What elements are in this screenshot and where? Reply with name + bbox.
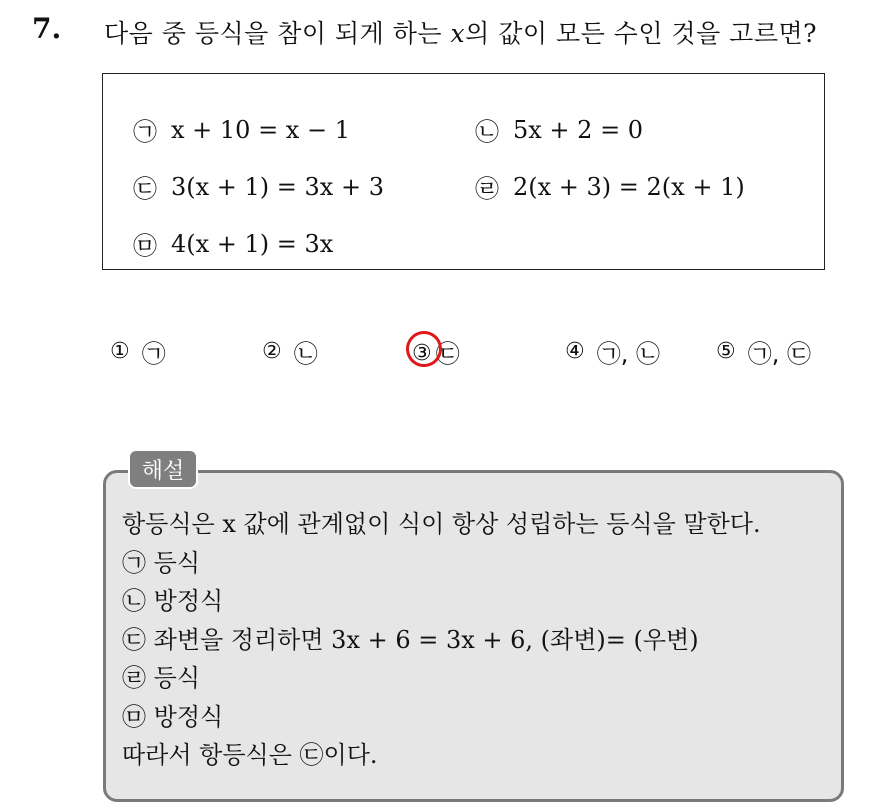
question-text-before: 다음 중 등식을 참이 되게 하는 xyxy=(104,19,451,48)
choice-3[interactable] xyxy=(412,334,460,369)
explanation-line: ㉡ 방정식 xyxy=(122,587,224,615)
statement-mark: ㉤ xyxy=(133,232,157,260)
question-number: 7. xyxy=(32,12,62,45)
choice-number: ② xyxy=(262,339,282,364)
explanation-line: 따라서 항등식은 ㉢이다. xyxy=(122,741,378,769)
choice-text: ㉠, ㉢ xyxy=(747,340,811,368)
explanation-content xyxy=(122,505,761,775)
question-variable: x xyxy=(450,19,466,48)
choice-text: ㉡ xyxy=(293,340,318,368)
statement-a xyxy=(133,112,350,147)
choice-number: ④ xyxy=(565,339,585,364)
choice-4[interactable] xyxy=(565,334,660,369)
explanation-line: 항등식은 x 값에 관계없이 식이 항상 성립하는 등식을 말한다. xyxy=(122,510,761,538)
choice-text: ㉠ xyxy=(141,340,166,368)
statement-mark: ㉡ xyxy=(475,118,499,146)
choice-number: ① xyxy=(110,339,130,364)
question-text-after: 의 값이 모든 수인 것을 고르면? xyxy=(465,19,818,48)
statement-expression: x + 10 = x − 1 xyxy=(171,115,350,144)
choice-number: ③ xyxy=(412,340,432,366)
question-text xyxy=(104,14,817,50)
explanation-line: ㉠ 등식 xyxy=(122,548,200,577)
choice-5[interactable] xyxy=(716,334,811,369)
explanation-line: ㉢ 좌변을 정리하면 3x + 6 = 3x + 6, (좌변)= (우변) xyxy=(122,625,699,654)
choice-number: ⑤ xyxy=(716,339,736,364)
statement-b xyxy=(475,112,643,147)
answer-choices xyxy=(0,334,884,374)
explanation-line: ㉤ 방정식 xyxy=(122,702,224,731)
choice-1[interactable] xyxy=(110,334,166,369)
explanation-tab: 해설 xyxy=(128,449,198,489)
statement-d xyxy=(475,169,745,204)
statement-expression: 4(x + 1) = 3x xyxy=(171,229,334,258)
statement-expression: 3(x + 1) = 3x + 3 xyxy=(171,172,384,201)
choice-2[interactable] xyxy=(262,334,318,369)
statement-e xyxy=(133,226,333,261)
statement-mark: ㉠ xyxy=(133,118,157,146)
statement-mark: ㉣ xyxy=(475,175,499,203)
statement-expression: 2(x + 3) = 2(x + 1) xyxy=(513,172,745,201)
choice-text: ㉠, ㉡ xyxy=(596,340,660,368)
statements-box xyxy=(102,73,825,270)
choice-text: ㉢ xyxy=(435,340,460,368)
statement-mark: ㉢ xyxy=(133,175,157,203)
statement-c xyxy=(133,169,384,204)
explanation-line: ㉣ 등식 xyxy=(122,664,200,692)
statement-expression: 5x + 2 = 0 xyxy=(513,115,644,144)
